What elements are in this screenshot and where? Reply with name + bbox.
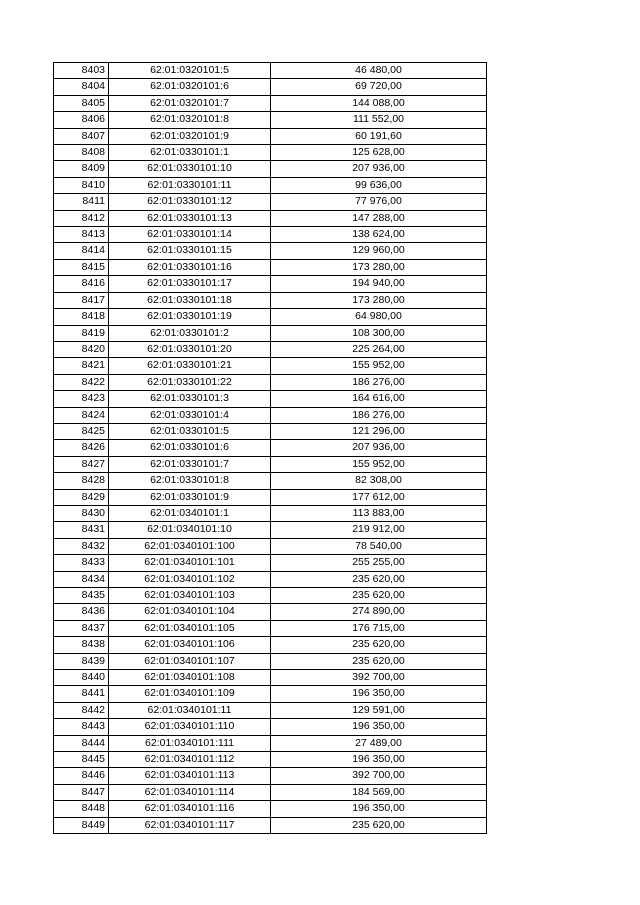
row-number-cell: 8409	[54, 161, 109, 177]
cadastral-value-cell: 164 616,00	[271, 391, 487, 407]
cadastral-number-cell: 62:01:0330101:21	[109, 358, 271, 374]
row-number-cell: 8417	[54, 292, 109, 308]
row-number-cell: 8440	[54, 670, 109, 686]
cadastral-value-cell: 392 700,00	[271, 670, 487, 686]
row-number-cell: 8407	[54, 128, 109, 144]
cadastral-number-cell: 62:01:0330101:7	[109, 456, 271, 472]
cadastral-number-cell: 62:01:0330101:20	[109, 341, 271, 357]
cadastral-number-cell: 62:01:0330101:19	[109, 309, 271, 325]
cadastral-number-cell: 62:01:0340101:107	[109, 653, 271, 669]
cadastral-number-cell: 62:01:0340101:114	[109, 784, 271, 800]
table-row	[54, 768, 487, 784]
cadastral-number-cell: 62:01:0340101:11	[109, 702, 271, 718]
cadastral-number-cell: 62:01:0340101:112	[109, 752, 271, 768]
cadastral-number-cell: 62:01:0330101:3	[109, 391, 271, 407]
cadastral-value-cell: 196 350,00	[271, 686, 487, 702]
cadastral-number-cell: 62:01:0340101:100	[109, 538, 271, 554]
table-row	[54, 374, 487, 390]
cadastral-number-cell: 62:01:0340101:108	[109, 670, 271, 686]
cadastral-value-cell: 255 255,00	[271, 555, 487, 571]
table-row	[54, 95, 487, 111]
cadastral-number-cell: 62:01:0340101:102	[109, 571, 271, 587]
cadastral-number-cell: 62:01:0330101:17	[109, 276, 271, 292]
table-row	[54, 702, 487, 718]
cadastral-value-cell: 196 350,00	[271, 801, 487, 817]
row-number-cell: 8423	[54, 391, 109, 407]
cadastral-number-cell: 62:01:0330101:1	[109, 145, 271, 161]
cadastral-value-cell: 60 191,60	[271, 128, 487, 144]
cadastral-number-cell: 62:01:0340101:105	[109, 620, 271, 636]
cadastral-value-cell: 235 620,00	[271, 571, 487, 587]
cadastral-number-cell: 62:01:0330101:10	[109, 161, 271, 177]
row-number-cell: 8410	[54, 177, 109, 193]
cadastral-value-cell: 147 288,00	[271, 210, 487, 226]
cadastral-value-cell: 78 540,00	[271, 538, 487, 554]
cadastral-number-cell: 62:01:0340101:113	[109, 768, 271, 784]
cadastral-number-cell: 62:01:0340101:101	[109, 555, 271, 571]
cadastral-number-cell: 62:01:0340101:111	[109, 735, 271, 751]
cadastral-value-cell: 207 936,00	[271, 161, 487, 177]
cadastral-value-cell: 196 350,00	[271, 752, 487, 768]
table-row	[54, 784, 487, 800]
cadastral-number-cell: 62:01:0340101:110	[109, 719, 271, 735]
row-number-cell: 8433	[54, 555, 109, 571]
row-number-cell: 8439	[54, 653, 109, 669]
row-number-cell: 8414	[54, 243, 109, 259]
table-row	[54, 686, 487, 702]
cadastral-number-cell: 62:01:0340101:1	[109, 505, 271, 521]
table-row	[54, 670, 487, 686]
cadastral-value-cell: 173 280,00	[271, 259, 487, 275]
row-number-cell: 8430	[54, 505, 109, 521]
cadastral-number-cell: 62:01:0340101:109	[109, 686, 271, 702]
cadastral-number-cell: 62:01:0340101:116	[109, 801, 271, 817]
table-row	[54, 637, 487, 653]
cadastral-value-cell: 129 960,00	[271, 243, 487, 259]
cadastral-number-cell: 62:01:0340101:104	[109, 604, 271, 620]
table-row	[54, 473, 487, 489]
table-row	[54, 145, 487, 161]
row-number-cell: 8448	[54, 801, 109, 817]
table-row	[54, 227, 487, 243]
table-row	[54, 440, 487, 456]
table-row	[54, 604, 487, 620]
row-number-cell: 8421	[54, 358, 109, 374]
cadastral-value-cell: 64 980,00	[271, 309, 487, 325]
table-row	[54, 489, 487, 505]
table-row	[54, 407, 487, 423]
table-row	[54, 112, 487, 128]
table-row	[54, 292, 487, 308]
cadastral-value-cell: 27 489,00	[271, 735, 487, 751]
cadastral-value-cell: 186 276,00	[271, 407, 487, 423]
table-row	[54, 259, 487, 275]
cadastral-value-cell: 121 296,00	[271, 423, 487, 439]
table-row	[54, 391, 487, 407]
table-row	[54, 588, 487, 604]
cadastral-value-cell: 77 976,00	[271, 194, 487, 210]
table-row	[54, 538, 487, 554]
row-number-cell: 8415	[54, 259, 109, 275]
table-row	[54, 194, 487, 210]
cadastral-value-cell: 207 936,00	[271, 440, 487, 456]
cadastral-number-cell: 62:01:0330101:9	[109, 489, 271, 505]
cadastral-value-cell: 274 890,00	[271, 604, 487, 620]
row-number-cell: 8420	[54, 341, 109, 357]
table-row	[54, 177, 487, 193]
row-number-cell: 8437	[54, 620, 109, 636]
cadastral-value-cell: 184 569,00	[271, 784, 487, 800]
cadastral-value-cell: 235 620,00	[271, 637, 487, 653]
table-row	[54, 309, 487, 325]
row-number-cell: 8429	[54, 489, 109, 505]
cadastral-number-cell: 62:01:0330101:2	[109, 325, 271, 341]
cadastral-number-cell: 62:01:0330101:11	[109, 177, 271, 193]
row-number-cell: 8413	[54, 227, 109, 243]
cadastral-value-cell: 46 480,00	[271, 63, 487, 79]
row-number-cell: 8428	[54, 473, 109, 489]
table-row	[54, 620, 487, 636]
row-number-cell: 8418	[54, 309, 109, 325]
cadastral-value-cell: 225 264,00	[271, 341, 487, 357]
row-number-cell: 8444	[54, 735, 109, 751]
cadastral-value-cell: 155 952,00	[271, 456, 487, 472]
cadastral-number-cell: 62:01:0330101:16	[109, 259, 271, 275]
cadastral-value-cell: 82 308,00	[271, 473, 487, 489]
cadastral-number-cell: 62:01:0320101:8	[109, 112, 271, 128]
cadastral-number-cell: 62:01:0330101:22	[109, 374, 271, 390]
cadastral-number-cell: 62:01:0330101:14	[109, 227, 271, 243]
cadastral-number-cell: 62:01:0330101:18	[109, 292, 271, 308]
row-number-cell: 8425	[54, 423, 109, 439]
cadastral-value-cell: 108 300,00	[271, 325, 487, 341]
table-body	[54, 63, 487, 834]
row-number-cell: 8442	[54, 702, 109, 718]
row-number-cell: 8411	[54, 194, 109, 210]
row-number-cell: 8446	[54, 768, 109, 784]
cadastral-number-cell: 62:01:0320101:9	[109, 128, 271, 144]
cadastral-value-cell: 155 952,00	[271, 358, 487, 374]
cadastral-number-cell: 62:01:0320101:6	[109, 79, 271, 95]
table-row	[54, 243, 487, 259]
table-row	[54, 456, 487, 472]
cadastral-value-cell: 173 280,00	[271, 292, 487, 308]
cadastral-value-cell: 392 700,00	[271, 768, 487, 784]
table-row	[54, 752, 487, 768]
cadastral-value-cell: 129 591,00	[271, 702, 487, 718]
row-number-cell: 8427	[54, 456, 109, 472]
cadastral-value-cell: 194 940,00	[271, 276, 487, 292]
cadastral-value-cell: 144 088,00	[271, 95, 487, 111]
cadastral-value-cell: 138 624,00	[271, 227, 487, 243]
cadastral-value-cell: 69 720,00	[271, 79, 487, 95]
row-number-cell: 8422	[54, 374, 109, 390]
cadastral-value-cell: 235 620,00	[271, 653, 487, 669]
row-number-cell: 8403	[54, 63, 109, 79]
table-row	[54, 735, 487, 751]
row-number-cell: 8404	[54, 79, 109, 95]
row-number-cell: 8445	[54, 752, 109, 768]
row-number-cell: 8408	[54, 145, 109, 161]
row-number-cell: 8436	[54, 604, 109, 620]
cadastral-value-cell: 125 628,00	[271, 145, 487, 161]
cadastral-number-cell: 62:01:0330101:4	[109, 407, 271, 423]
row-number-cell: 8426	[54, 440, 109, 456]
row-number-cell: 8447	[54, 784, 109, 800]
row-number-cell: 8419	[54, 325, 109, 341]
table-row	[54, 571, 487, 587]
row-number-cell: 8434	[54, 571, 109, 587]
row-number-cell: 8424	[54, 407, 109, 423]
table-row	[54, 653, 487, 669]
table-row	[54, 79, 487, 95]
cadastral-number-cell: 62:01:0330101:13	[109, 210, 271, 226]
cadastral-value-cell: 219 912,00	[271, 522, 487, 538]
row-number-cell: 8431	[54, 522, 109, 538]
row-number-cell: 8412	[54, 210, 109, 226]
table-row	[54, 358, 487, 374]
table-row	[54, 325, 487, 341]
table-row	[54, 341, 487, 357]
row-number-cell: 8405	[54, 95, 109, 111]
row-number-cell: 8438	[54, 637, 109, 653]
table-row	[54, 817, 487, 833]
row-number-cell: 8432	[54, 538, 109, 554]
cadastral-number-cell: 62:01:0330101:8	[109, 473, 271, 489]
cadastral-number-cell: 62:01:0340101:106	[109, 637, 271, 653]
cadastral-value-cell: 186 276,00	[271, 374, 487, 390]
cadastral-number-cell: 62:01:0330101:15	[109, 243, 271, 259]
cadastral-value-cell: 177 612,00	[271, 489, 487, 505]
table-row	[54, 719, 487, 735]
cadastral-number-cell: 62:01:0340101:117	[109, 817, 271, 833]
cadastral-number-cell: 62:01:0330101:12	[109, 194, 271, 210]
cadastral-value-cell: 111 552,00	[271, 112, 487, 128]
cadastral-value-cell: 113 883,00	[271, 505, 487, 521]
cadastral-value-table	[53, 62, 487, 834]
table-row	[54, 505, 487, 521]
table-row	[54, 210, 487, 226]
cadastral-value-cell: 99 636,00	[271, 177, 487, 193]
cadastral-number-cell: 62:01:0320101:7	[109, 95, 271, 111]
cadastral-number-cell: 62:01:0320101:5	[109, 63, 271, 79]
cadastral-value-cell: 196 350,00	[271, 719, 487, 735]
cadastral-value-cell: 235 620,00	[271, 817, 487, 833]
row-number-cell: 8443	[54, 719, 109, 735]
row-number-cell: 8416	[54, 276, 109, 292]
cadastral-number-cell: 62:01:0330101:5	[109, 423, 271, 439]
cadastral-value-cell: 176 715,00	[271, 620, 487, 636]
cadastral-number-cell: 62:01:0330101:6	[109, 440, 271, 456]
table-row	[54, 423, 487, 439]
cadastral-value-cell: 235 620,00	[271, 588, 487, 604]
table-row	[54, 63, 487, 79]
row-number-cell: 8435	[54, 588, 109, 604]
cadastral-number-cell: 62:01:0340101:103	[109, 588, 271, 604]
table-row	[54, 161, 487, 177]
cadastral-number-cell: 62:01:0340101:10	[109, 522, 271, 538]
row-number-cell: 8441	[54, 686, 109, 702]
row-number-cell: 8449	[54, 817, 109, 833]
row-number-cell: 8406	[54, 112, 109, 128]
table-row	[54, 555, 487, 571]
table-row	[54, 128, 487, 144]
table-row	[54, 522, 487, 538]
table-row	[54, 801, 487, 817]
table-row	[54, 276, 487, 292]
